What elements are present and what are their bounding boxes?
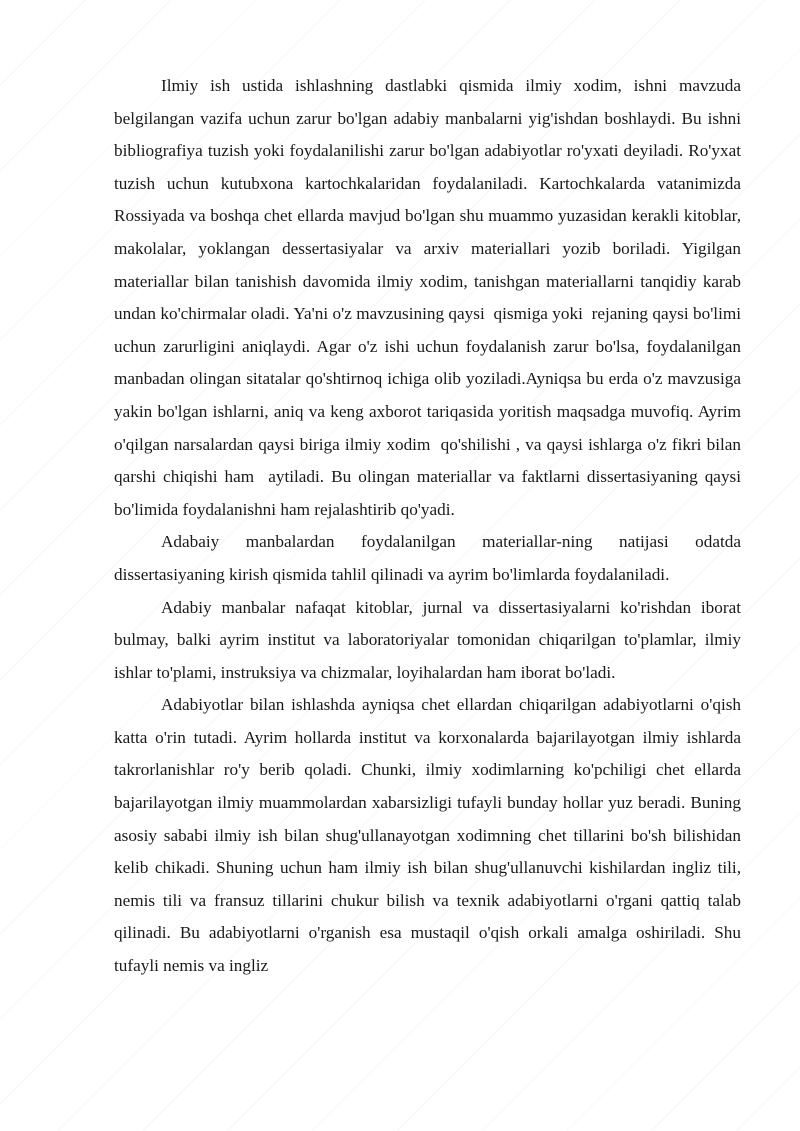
body-text xyxy=(114,70,750,983)
paragraph-4: Adabiyotlar bilan ishlashda ayniqsa chet ellardan chiqarilgan adabiyotlarni o'qish katta o'rin tutadi. Ayrim hollarda institut va korxonalarda bajarilayotgan ilmiy ishlarda takrorlanishlar ro'y berib qoladi. Chunki, ilmiy xodimlarning ko'pchiligi chet ellarda bajarilayotgan ilmiy muammolardan xabarsizligi tufayli bunday hollar yuz beradi. Buning asosiy sababi ilmiy ish bilan shug'ullanayotgan xodimning chet tillarini bo'sh bilishidan kelib chikadi. Shuning uchun ham ilmiy ish bilan shug'ullanuvchi kishilardan ingliz tili, nemis tili va fransuz tillarini chukur bilish va texnik adabiyotlarni o'rgani qattiq talab qilinadi. Bu adabiyotlarni o'rganish esa mustaqil o'qish orkali amalga oshiriladi. Shu tufayli nemis va ingliz xyxy=(114,695,746,976)
paragraph-1: Ilmiy ish ustida ishlashning dastlabki qismida ilmiy xodim, ishni mavzuda belgilangan vazifa uchun zarur bo'lgan adabiy manbalarni yig'ishdan boshlaydi. Bu ishni bibliografiya tuzish yoki foydalanilishi zarur bo'lgan adabiyotlar ro'yxati deyiladi. Ro'yxat tuzish uchun kutubxona kartochkalaridan foydalaniladi. Kartochkalarda vatanimizda Rossiyada va boshqa chet ellarda mavjud bo'lgan shu muammo yuzasidan kerakli kitoblar, makolalar, yoklangan dessertasiyalar va arxiv materiallari yozib boriladi. Yigilgan materiallar bilan tanishish davomida ilmiy xodim, tanishgan materiallarni tanqidiy karab undan ko'chirmalar oladi. Ya'ni o'z mavzusining qaysi qismiga yoki rejaning qaysi bo'limi uchun zarurligini aniqlaydi. Agar o'z ishi uchun foydalanish zarur bo'lsa, foydalanilgan manbadan olingan sitatalar qo'shtirnoq ichiga olib yoziladi.Ayniqsa bu erda o'z mavzusiga yakin bo'lgan ishlarni, aniq va keng axborot tariqasida yoritish maqsadga muvofiq. Ayrim o'qilgan narsalardan qaysi biriga ilmiy xodim qo'shilishi , va qaysi ishlarga o'z fikri bilan qarshi chiqishi ham aytiladi. Bu olingan materiallar va faktlarni dissertasiyaning qaysi bo'limida foydalanishni ham rejalashtirib qo'yadi. xyxy=(114,76,750,519)
paragraph-2: Adabaiy manbalardan foydalanilgan materiallar-ning natijasi odatda dissertasiyaning kirish qismida tahlil qilinadi va ayrim bo'limlarda foydalaniladi. xyxy=(114,532,746,584)
paragraph-3: Adabiy manbalar nafaqat kitoblar, jurnal va dissertasiyalarni ko'rishdan iborat bulmay, balki ayrim institut va laboratoriyalar tomonidan chiqarilgan to'plamlar, ilmiy ishlar to'plami, instruksiya va chizmalar, loyihalardan ham iborat bo'ladi. xyxy=(114,597,746,682)
